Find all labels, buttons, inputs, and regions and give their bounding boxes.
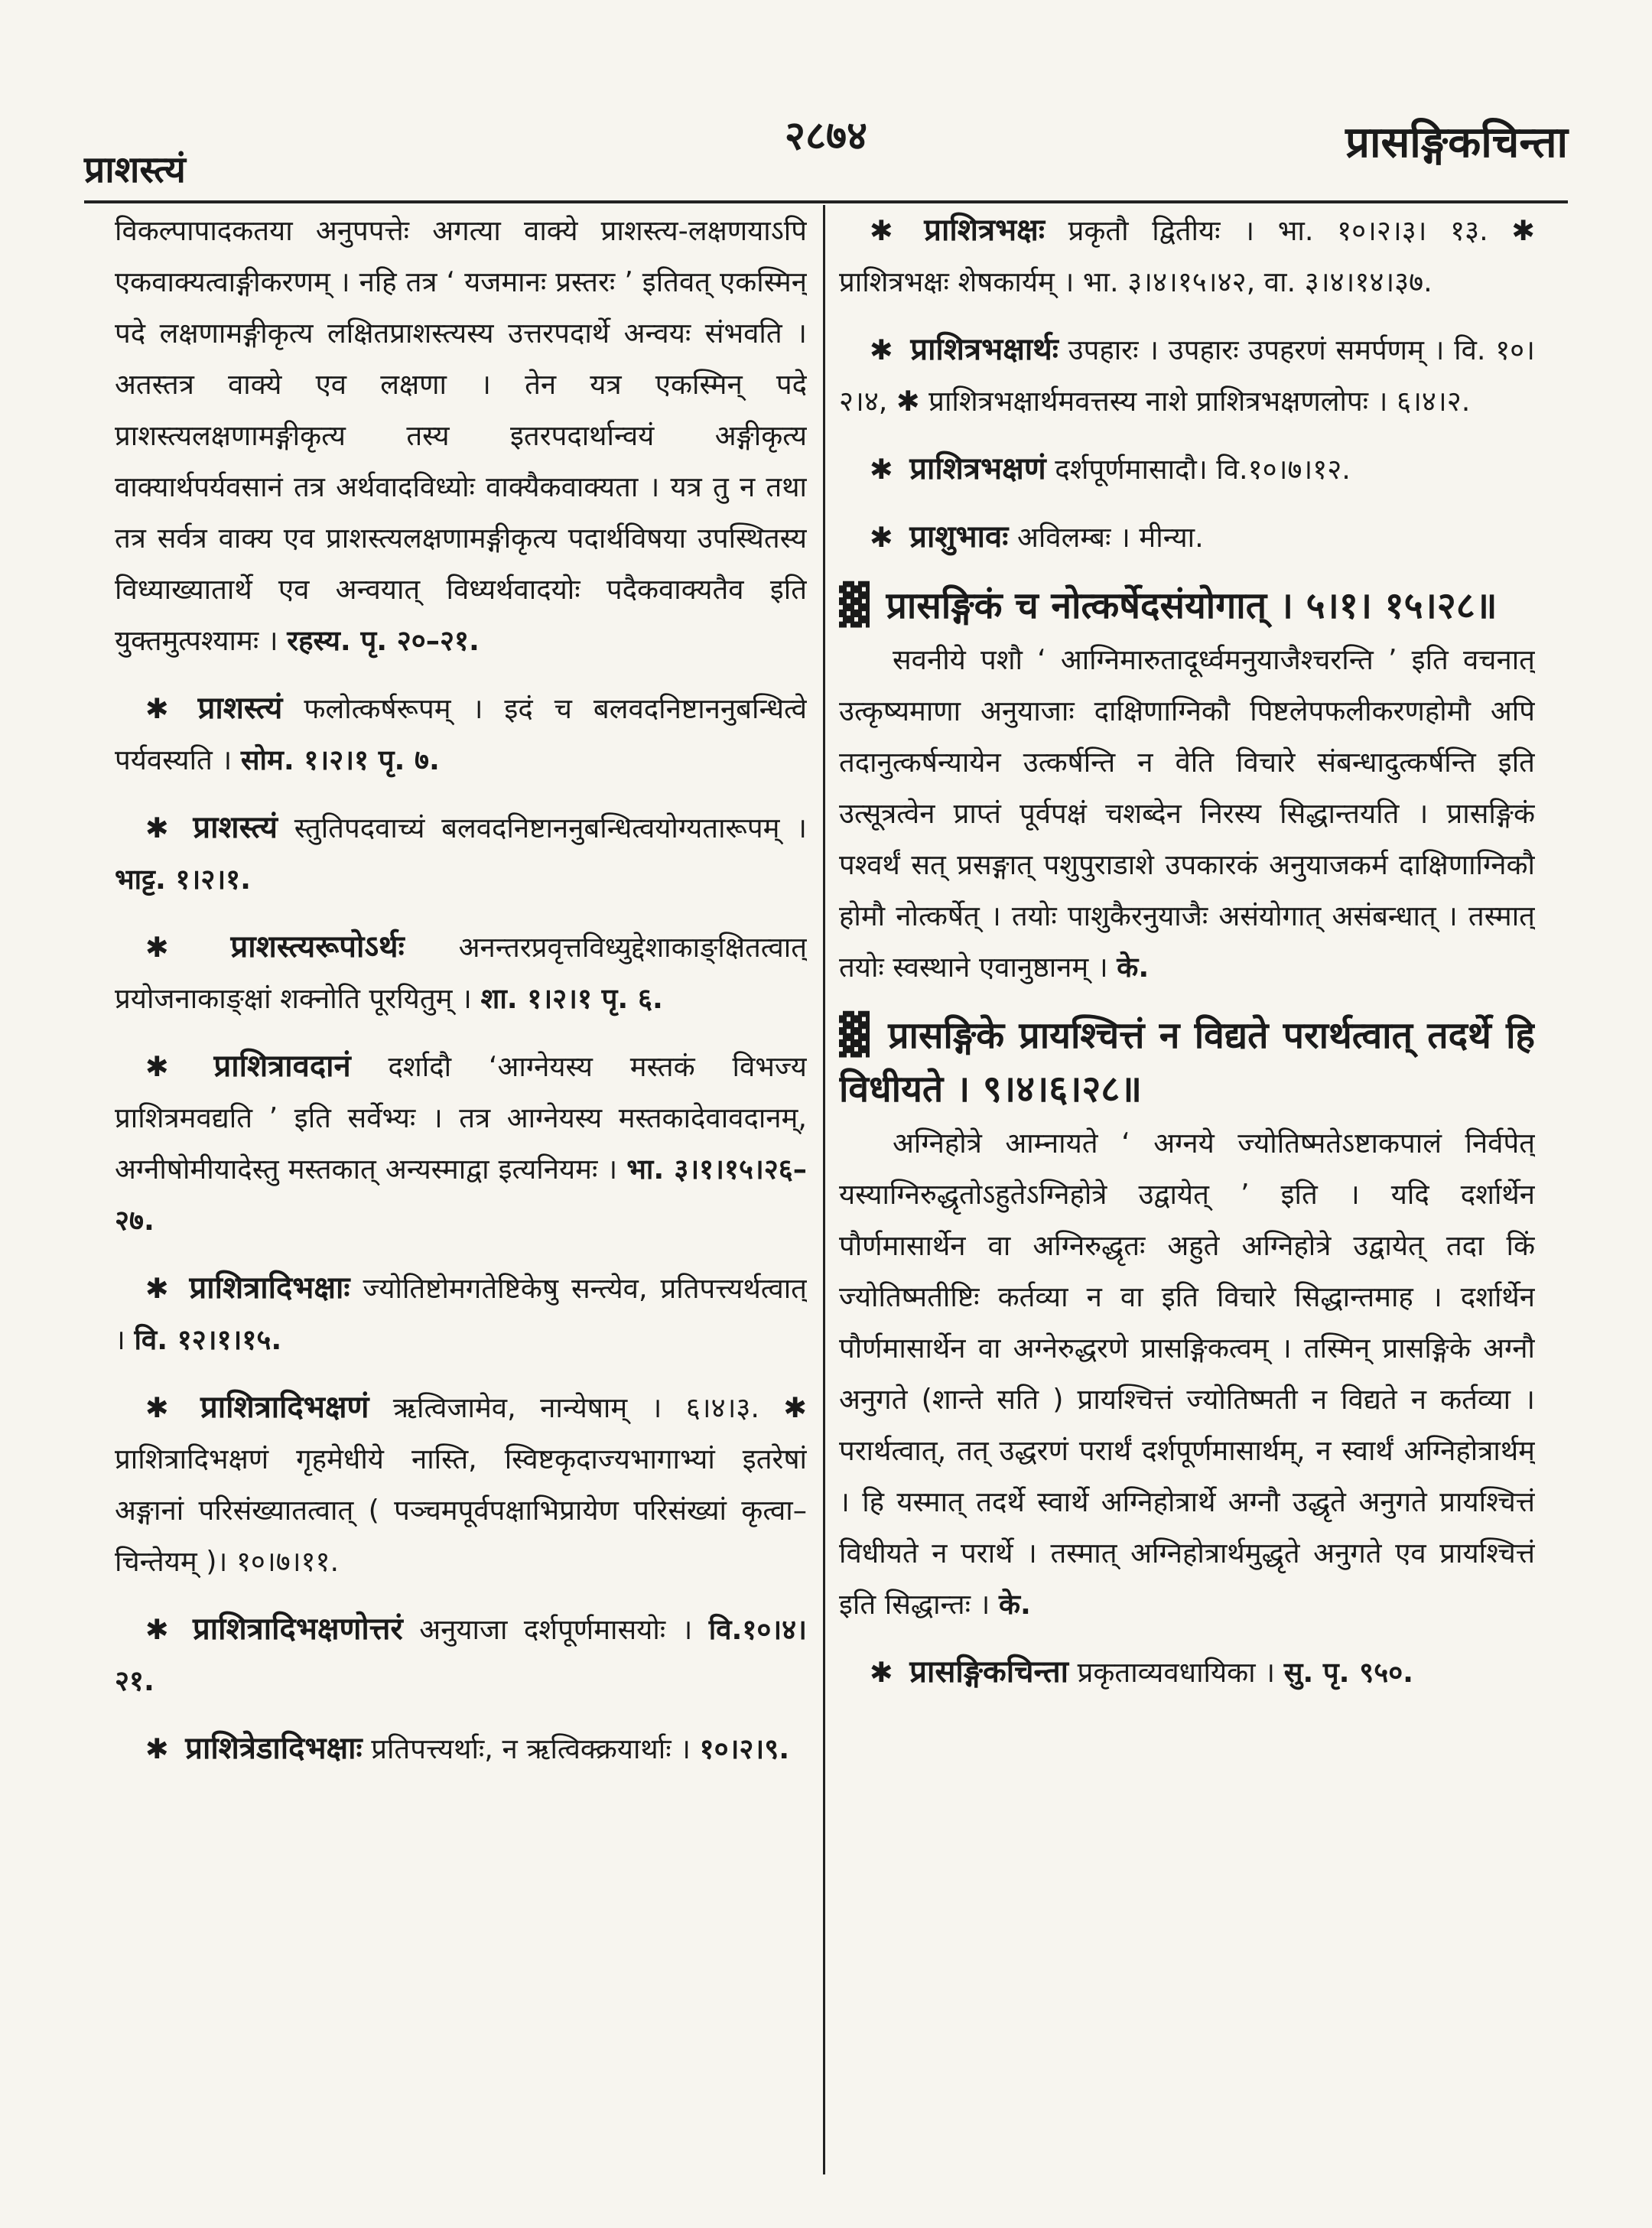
entry-reference: भा. ३।१।१५।२६–२७. <box>115 1153 807 1237</box>
column-divider <box>823 205 825 2174</box>
entry-reference: शा. १।२।१ पृ. ६. <box>480 982 663 1015</box>
entry-headword: प्राशित्रेडादिभक्षाः <box>185 1731 363 1766</box>
star-icon: ✱ <box>145 812 169 844</box>
entry-text: फलोत्कर्षरूपम् । इदं च बलवदनिष्टाननुबन्धित्वे पर्यवस्यति । <box>115 692 807 776</box>
entry-reference: के. <box>1117 951 1150 984</box>
entry-text: अनुयाजा दर्शपूर्णमासयोः । <box>419 1613 693 1646</box>
entry-prashitredadibhaksha <box>115 1723 807 1774</box>
star-icon: ✱ <box>870 214 893 247</box>
star-icon: ✱ <box>145 1050 169 1083</box>
header-left-word: प्राशस्त्यं <box>84 148 186 191</box>
entry-text: विकल्पापादकतया अनुपपत्तेः अगत्या वाक्ये प्राशस्त्य-लक्षणयाऽपि एकवाक्यत्वाङ्गीकरणम् । नहि तत्र ‘ यजमानः प्रस्तरः ’ इतिवत् एकस्मिन् पदे लक्षणामङ्गीकृत्य लक्षितप्राशस्त्यस्य उत्तरपदार्थे अन्वयः संभवति । अतस्तत्र वाक्ये एव लक्षणा । तेन यत्र एकस्मिन् पदे प्राशस्त्यलक्षणामङ्गीकृत्य तस्य इतरपदार्थान्वयं अङ्गीकृत्य वाक्यार्थपर्यवसानं तत्र अर्थवादविध्योः वाक्यैकवाक्यता । यत्र तु न तथा तत्र सर्वत्र वाक्य एव प्राशस्त्यलक्षणामङ्गीकृत्य पदार्थविषया उपस्थितस्य विध्याख्यातार्थे एव अन्वयात् विध्यर्थवादयोः पदैकवाक्यतैव इति युक्तमुत्पश्यामः । <box>115 214 807 657</box>
entry-prashubhava <box>839 512 1535 563</box>
entry-reference: भाट्ट. १।२।१. <box>115 863 252 896</box>
star-icon: ✱ <box>870 333 893 366</box>
star-icon: ✱ <box>870 453 893 486</box>
entry-headword: प्राशित्रावदानं <box>213 1049 351 1084</box>
entry-prashastyarupa <box>115 922 807 1024</box>
entry-text: प्रकृताव्यवधायिका । <box>1077 1656 1276 1689</box>
sutra-prasangikam <box>839 580 1535 993</box>
entry-headword: प्राशित्रभक्षणं <box>909 451 1046 486</box>
entry-prashitravadana <box>115 1041 807 1246</box>
sutra-mark-icon: ▓ <box>839 582 870 628</box>
star-icon: ✱ <box>145 1391 169 1424</box>
star-icon: ✱ <box>145 692 169 725</box>
star-icon: ✱ <box>870 521 893 554</box>
entry-reference: वि.१०।४।२१. <box>115 1613 807 1697</box>
entry-headword: प्राशस्त्यं <box>193 810 278 845</box>
entry-text: ज्योतिष्टोमगतेष्टिकेषु सन्त्येव, प्रतिपत्त्यर्थत्वात् । <box>115 1272 807 1356</box>
entry-reference: सु. पृ. ९५०. <box>1283 1656 1414 1689</box>
header-rule <box>84 200 1568 203</box>
entry-prashitrabhakshana <box>839 444 1535 495</box>
entry-headword: प्राशित्रादिभक्षणोत्तरं <box>192 1612 403 1647</box>
entry-prashitrabhaksha <box>839 205 1535 307</box>
entry-text: उपहारः । उपहारः उपहरणं समर्पणम् । वि. १०।२।४, ✱ प्राशित्रभक्षार्थमवत्तस्य नाशे प्राशित्रभक्षणलोपः । ६।४।२. <box>839 333 1535 418</box>
entry-prashitrabhaksharta <box>839 324 1535 427</box>
entry-reference: सोम. १।२।१ पृ. ७. <box>240 743 440 776</box>
entry-prashitradibhakshana <box>115 1382 807 1587</box>
entry-text: दर्शादौ ‘आग्नेयस्य मस्तकं विभज्य प्राशित्रमवद्यति ’ इति सर्वेभ्यः । तत्र आग्नेयस्य मस्तकादेवावदानम्, अग्नीषोमीयादेस्तु मस्तकात् अन्यस्माद्वा इत्यनियमः । <box>115 1050 807 1186</box>
sutra-commentary: अग्निहोत्रे आम्नायते ‘ अग्नये ज्योतिष्मतेऽष्टाकपालं निर्वपेत् यस्याग्निरुद्धृतोऽहुतेऽग्निहोत्रे उद्वायेत् ’ इति । यदि दर्शार्थेन पौर्णमासार्थेन वा अग्निरुद्धृतः अहुते अग्निहोत्रे उद्वायेत् तदा किं ज्योतिष्मतीष्टिः कर्तव्या न वा इति विचारे सिद्धान्तमाह । दर्शार्थेन पौर्णमासार्थेन वा अग्नेरुद्धरणे प्रासङ्गिकत्वम् । तस्मिन् प्रासङ्गिके अग्नौ अनुगते (शान्ते सति ) प्रायश्चित्तं ज्योतिष्मती न विद्यते न कर्तव्या । परार्थत्वात्, तत् उद्धरणं परार्थं दर्शपूर्णमासार्थम्, न स्वार्थं अग्निहोत्रार्थम् । हि यस्मात् तदर्थे स्वार्थे अग्निहोत्रार्थे अग्नौ उद्धृते अनुगते प्रायश्चित्तं विधीयते न परार्थे । तस्मात् अग्निहोत्रार्थमुद्धृते अनुगते एव प्रायश्चित्तं इति सिद्धान्तः । <box>839 1127 1535 1621</box>
entry-headword: प्राशित्रादिभक्षणं <box>200 1390 369 1425</box>
entry-reference: के. <box>999 1588 1031 1621</box>
entry-reference: १०।२।९. <box>699 1732 790 1765</box>
sutra-heading: प्रासङ्गिकं च नोत्कर्षेदसंयोगात् । ५।१। १५।२८॥ <box>886 584 1498 627</box>
entry-prashitradibhaksha <box>115 1263 807 1365</box>
entry-text: स्तुतिपदवाच्यं बलवदनिष्टाननुबन्धित्वयोग्यतारूपम् । <box>294 812 807 844</box>
sutra-mark-icon: ▓ <box>839 1012 870 1058</box>
page-header <box>84 107 1568 191</box>
entry-headword: प्रासङ्गिकचिन्ता <box>909 1654 1069 1690</box>
entry-text: दर्शपूर्णमासादौ। वि.१०।७।१२. <box>1055 453 1351 486</box>
entry-headword: प्राशुभावः <box>909 519 1009 555</box>
entry-headword: प्राशस्त्यरूपोऽर्थः <box>230 929 405 964</box>
sutra-prasangike-prayashchittam <box>839 1010 1535 1630</box>
entry-headword: प्राशस्त्यं <box>197 691 283 726</box>
sutra-heading: प्रासङ्गिके प्रायश्चित्तं न विद्यते परार्थत्वात् तदर्थे हि विधीयते । ९।४।६।२८॥ <box>839 1014 1535 1111</box>
entry-prashastya-2 <box>115 802 807 905</box>
sutra-commentary: सवनीये पशौ ‘ आग्निमारुतादूर्ध्वमनुयाजैश्चरन्ति ’ इति वचनात् उत्कृष्यमाणा अनुयाजाः दाक्षिणाग्निकौ पिष्टलेपफलीकरणहोमौ अपि तदानुत्कर्षन्यायेन उत्कर्षन्ति न वेति विचारे संबन्धादुत्कर्षन्ति इति उत्सूत्रत्वेन प्राप्तं पूर्वपक्षं चशब्देन निरस्य सिद्धान्तयति । प्रासङ्गिकं पश्वर्थं सत् प्रसङ्गात् पशुपुराडाशे उपकारकं अनुयाजकर्म दाक्षिणाग्निकौ होमौ नोत्कर्षेत् । तयोः पाशुकैरनुयाजैः असंयोगात् असंबन्धात् । तस्मात् तयोः स्वस्थाने एवानुष्ठानम् । <box>839 643 1535 984</box>
star-icon: ✱ <box>145 931 169 964</box>
entry-prashitradibhakshanottara <box>115 1604 807 1706</box>
entry-headword: प्राशित्रभक्षार्थः <box>910 332 1059 367</box>
entry-text: प्रतिपत्त्यर्थाः, न ऋत्विक्क्रयार्थाः । <box>371 1732 691 1765</box>
entry-headword: प्राशित्रादिभक्षाः <box>189 1270 350 1306</box>
star-icon: ✱ <box>145 1613 169 1646</box>
right-column <box>839 205 1535 2174</box>
star-icon: ✱ <box>870 1656 893 1689</box>
entry-text: प्रकृतौ द्वितीयः । भा. १०।२।३। १३. ✱ प्राशित्रभक्षः शेषकार्यम् । भा. ३।४।१५।४२, वा. ३।४।१४।३७. <box>839 214 1535 298</box>
star-icon: ✱ <box>145 1732 169 1765</box>
entry-prashastya-1 <box>115 683 807 785</box>
star-icon: ✱ <box>145 1272 169 1305</box>
entry-text: अनन्तरप्रवृत्तविध्युद्देशाकाङ्क्षितत्वात् प्रयोजनाकाङ्क्षां शक्नोति पूरयितुम् । <box>115 931 807 1015</box>
header-right-word: प्रासङ्गिकचिन्ता <box>1345 118 1568 168</box>
entry-text: अविलम्बः । मीन्या. <box>1016 521 1204 554</box>
entry-prasangikachinta <box>839 1647 1535 1698</box>
entry-reference: वि. १२।१।१५. <box>134 1323 282 1356</box>
entry-headword: प्राशित्रभक्षः <box>924 213 1045 248</box>
entry-continuation <box>115 205 807 666</box>
entry-text: ऋत्विजामेव, नान्येषाम् । ६।४।३. ✱ प्राशित्रादिभक्षणं गृहमेधीये नास्ति, स्विष्टकृदाज्यभागाभ्यां इतरेषां अङ्गानां परिसंख्यातत्वात् ( पञ्चमपूर्वपक्षाभिप्रायेण परिसंख्यां कृत्वा–चिन्तेयम् )। १०।७।११. <box>115 1391 807 1578</box>
left-column <box>115 205 807 2174</box>
page-number: २८७४ <box>784 113 868 159</box>
entry-reference: रहस्य. पृ. २०–२१. <box>287 624 480 657</box>
